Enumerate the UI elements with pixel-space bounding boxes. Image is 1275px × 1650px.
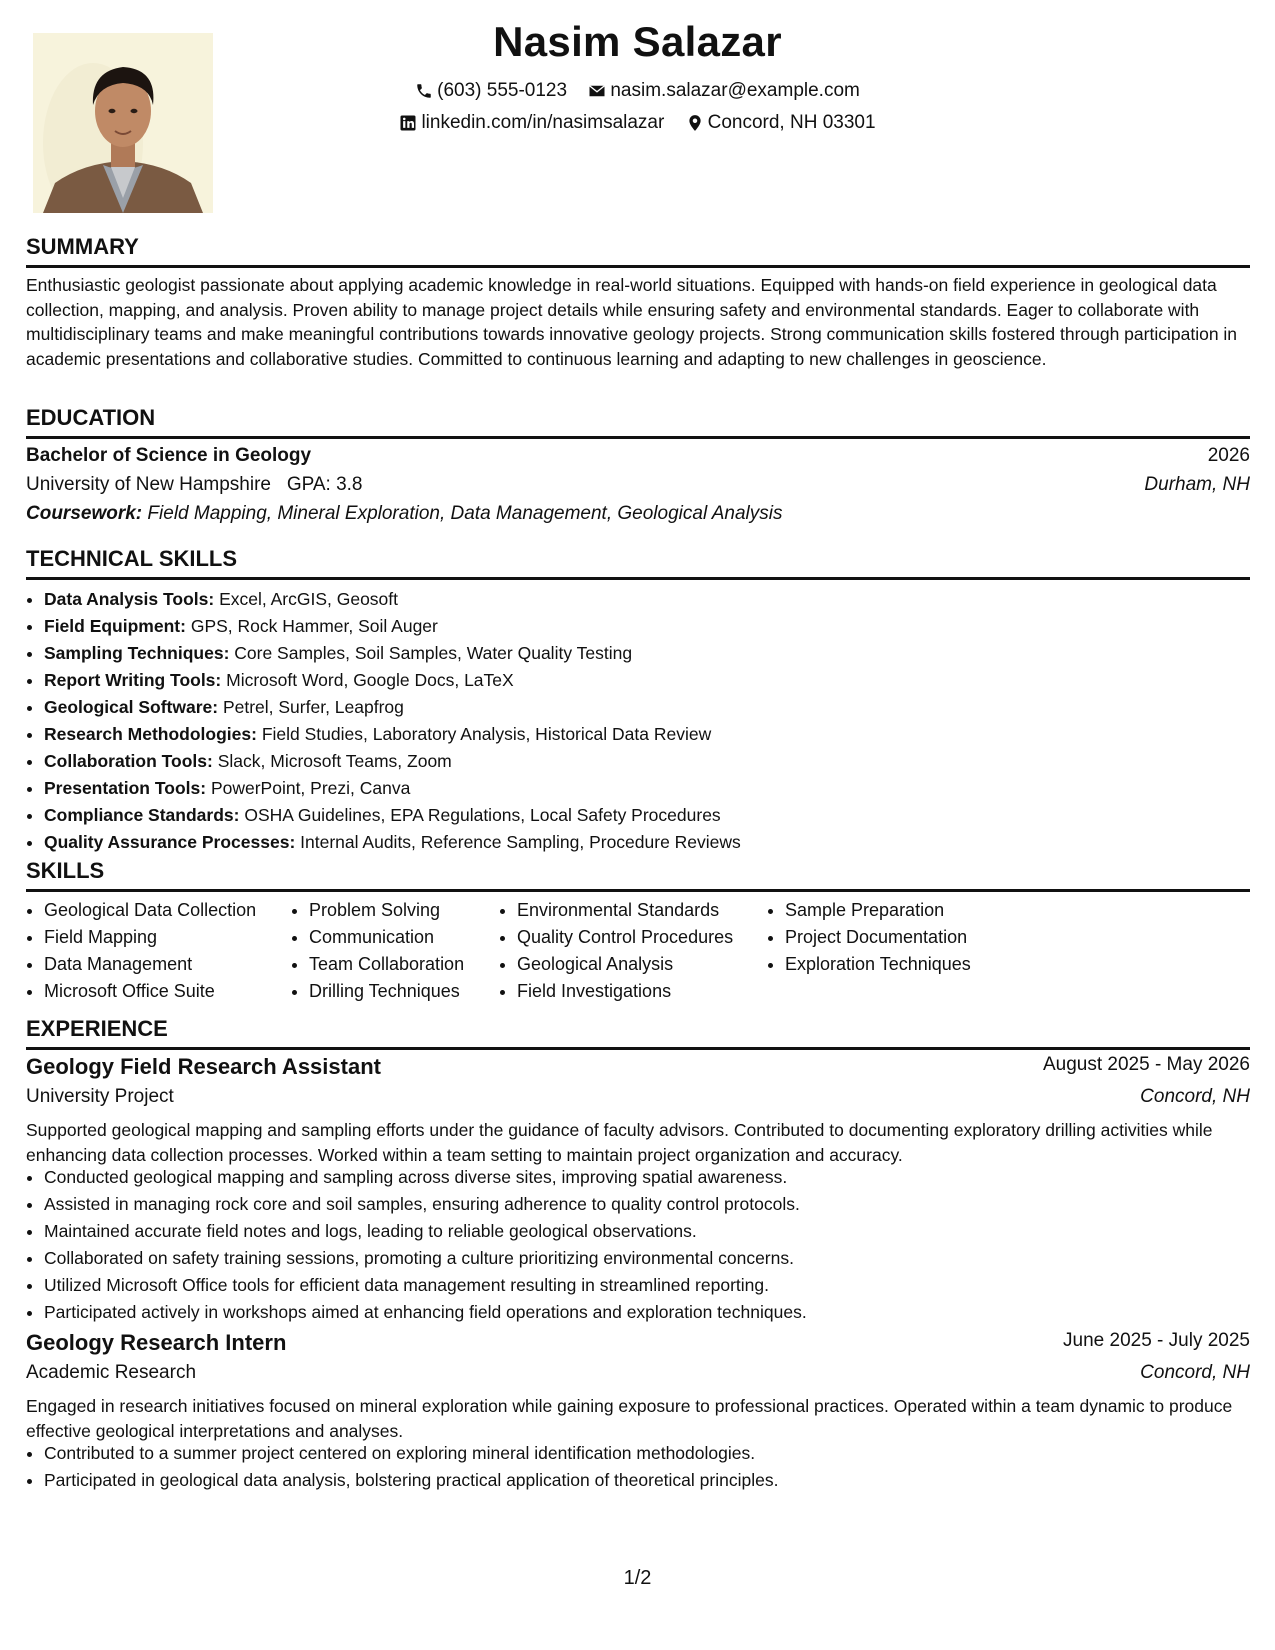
degree-name: Bachelor of Science in Geology <box>26 445 312 466</box>
contact-row-1 <box>0 80 1275 106</box>
list-item: • Report Writing Tools: Microsoft Word, Google Docs, LaTeX <box>44 667 741 694</box>
list-item: • Data Analysis Tools: Excel, ArcGIS, Geosoft <box>44 586 741 613</box>
job-location: Concord, NH <box>1140 1086 1250 1107</box>
job-2-bullets <box>26 1440 778 1494</box>
list-item: • Assisted in managing rock core and soil samples, ensuring adherence to quality control protocols. <box>44 1191 807 1218</box>
technical-skills-list <box>26 586 741 856</box>
job-2-description: Engaged in research initiatives focused on mineral exploration while gaining exposure to professional practices. Operated within a team dynamic to produce effective geological interpretations and analyses. <box>26 1396 1233 1441</box>
list-item: • Problem Solving <box>309 897 464 924</box>
list-item: • Participated actively in workshops aimed at enhancing field operations and exploration techniques. <box>44 1299 807 1326</box>
list-item: • Microsoft Office Suite <box>44 978 256 1005</box>
job-organization: University Project <box>26 1086 174 1107</box>
job-dates: August 2025 - May 2026 <box>1042 1054 1250 1075</box>
list-item: • Contributed to a summer project centered on exploring mineral identification methodologies. <box>44 1440 778 1467</box>
graduation-year: 2026 <box>1207 445 1250 466</box>
list-item: • Team Collaboration <box>309 951 464 978</box>
school-info <box>26 474 363 496</box>
list-item: • Research Methodologies: Field Studies, Laboratory Analysis, Historical Data Review <box>44 721 741 748</box>
list-item: • Project Documentation <box>785 924 971 951</box>
technical-skills-heading: TECHNICAL SKILLS <box>26 546 1250 580</box>
envelope-icon <box>588 82 606 100</box>
phone-number: (603) 555-0123 <box>437 80 568 101</box>
job-1-description: Supported geological mapping and sampling efforts under the guidance of faculty advisors. Contributed to documenting exploratory drilling activities while enhancing data collection processes. Worked within a team setting to maintain project organization and accuracy. <box>26 1120 1213 1165</box>
list-item: • Quality Assurance Processes: Internal Audits, Reference Sampling, Procedure Reviews <box>44 829 741 856</box>
list-item: • Participated in geological data analysis, bolstering practical application of theoretical principles. <box>44 1467 778 1494</box>
list-item: • Collaborated on safety training sessions, promoting a culture prioritizing environmental concerns. <box>44 1245 807 1272</box>
phone-contact <box>415 80 567 102</box>
list-item: • Conducted geological mapping and sampling across diverse sites, improving spatial awareness. <box>44 1164 807 1191</box>
list-item: • Presentation Tools: PowerPoint, Prezi, Canva <box>44 775 741 802</box>
skills-heading: SKILLS <box>26 858 1250 892</box>
list-item: • Field Mapping <box>44 924 256 951</box>
list-item: • Utilized Microsoft Office tools for efficient data management resulting in streamlined reporting. <box>44 1272 807 1299</box>
list-item: • Compliance Standards: OSHA Guidelines, EPA Regulations, Local Safety Procedures <box>44 802 741 829</box>
skills-column-4 <box>767 897 971 978</box>
job-1-bullets <box>26 1164 807 1326</box>
list-item: • Data Management <box>44 951 256 978</box>
gpa: GPA: 3.8 <box>286 474 363 495</box>
candidate-name: Nasim Salazar <box>493 18 782 65</box>
coursework-label: Coursework: <box>26 503 143 524</box>
experience-heading: EXPERIENCE <box>26 1016 1250 1050</box>
contact-row-2 <box>0 112 1275 138</box>
list-item: • Geological Data Collection <box>44 897 256 924</box>
page-number: 1/2 <box>623 1567 652 1589</box>
list-item: • Exploration Techniques <box>785 951 971 978</box>
email-contact[interactable] <box>588 80 860 102</box>
coursework <box>26 503 782 525</box>
job-dates: June 2025 - July 2025 <box>1063 1330 1250 1351</box>
job-title: Geology Research Intern <box>26 1330 287 1355</box>
school-name: University of New Hampshire <box>26 474 271 495</box>
skills-column-3 <box>499 897 733 1005</box>
location-text: Concord, NH 03301 <box>707 112 876 133</box>
linkedin-url[interactable]: linkedin.com/in/nasimsalazar <box>421 112 665 133</box>
list-item: • Field Equipment: GPS, Rock Hammer, Soil Auger <box>44 613 741 640</box>
linkedin-contact[interactable] <box>399 112 664 134</box>
list-item: • Quality Control Procedures <box>517 924 733 951</box>
list-item: • Environmental Standards <box>517 897 733 924</box>
list-item: • Geological Analysis <box>517 951 733 978</box>
list-item: • Geological Software: Petrel, Surfer, Leapfrog <box>44 694 741 721</box>
job-organization: Academic Research <box>26 1362 197 1383</box>
map-pin-icon <box>686 114 704 132</box>
summary-heading: SUMMARY <box>26 234 1250 268</box>
skills-column-2 <box>291 897 464 1005</box>
school-location: Durham, NH <box>1144 474 1250 495</box>
email-address[interactable]: nasim.salazar@example.com <box>610 80 860 101</box>
job-title: Geology Field Research Assistant <box>26 1054 381 1079</box>
list-item: • Sampling Techniques: Core Samples, Soil Samples, Water Quality Testing <box>44 640 741 667</box>
list-item: • Collaboration Tools: Slack, Microsoft Teams, Zoom <box>44 748 741 775</box>
education-heading: EDUCATION <box>26 405 1250 439</box>
list-item: • Sample Preparation <box>785 897 971 924</box>
job-location: Concord, NH <box>1140 1362 1250 1383</box>
list-item: • Field Investigations <box>517 978 733 1005</box>
list-item: • Drilling Techniques <box>309 978 464 1005</box>
summary-text: Enthusiastic geologist passionate about applying academic knowledge in real-world situations. Equipped with hands-on field experience in geological data collection, mapping, and analysis. Proven ability to manage project details while ensuring safety and environmental standards. Eager to collaborate with multidisciplinary teams and make meaningful contributions towards innovative geology projects. Strong communication skills fostered through participation in academic presentations and collaborative studies. Committed to continuous learning and adapting to new challenges in geoscience. <box>26 275 1238 369</box>
phone-icon <box>415 82 433 100</box>
list-item: • Communication <box>309 924 464 951</box>
list-item: • Maintained accurate field notes and logs, leading to reliable geological observations. <box>44 1218 807 1245</box>
location-contact <box>686 112 876 134</box>
linkedin-icon <box>399 114 417 132</box>
skills-column-1 <box>26 897 256 1005</box>
coursework-list: Field Mapping, Mineral Exploration, Data Management, Geological Analysis <box>147 503 783 524</box>
